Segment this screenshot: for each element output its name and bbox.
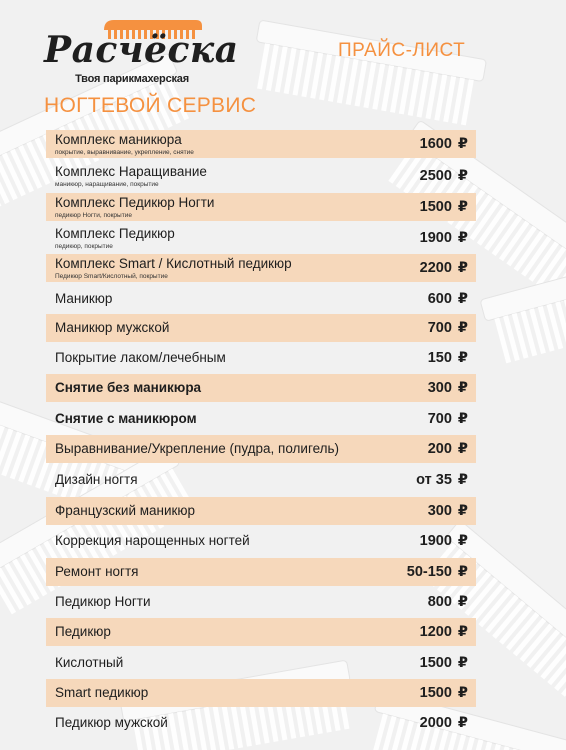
service-row	[46, 649, 476, 677]
ruble-sign-icon: ₽	[457, 533, 468, 549]
ruble-sign-icon: ₽	[457, 564, 468, 580]
price-value: 300	[427, 380, 452, 396]
ruble-sign-icon: ₽	[457, 472, 468, 488]
service-price	[428, 441, 468, 457]
ruble-sign-icon: ₽	[457, 320, 468, 336]
service-name: Комплекс Педикюр	[55, 225, 175, 241]
service-price	[420, 136, 468, 152]
price-value: 1500	[419, 655, 452, 671]
price-value: 700	[427, 320, 452, 336]
price-value: 600	[427, 291, 452, 307]
service-name: Маникюр мужской	[55, 320, 170, 335]
service-name-block	[55, 256, 292, 281]
price-value: 1900	[419, 230, 452, 246]
service-name-block	[55, 132, 194, 157]
service-row	[46, 435, 476, 463]
service-name: Комплекс маникюра	[55, 131, 182, 147]
service-row	[46, 497, 476, 525]
service-price	[420, 715, 468, 731]
service-row	[46, 588, 476, 616]
service-name-block	[55, 411, 197, 427]
price-value: 800	[427, 594, 452, 610]
service-name-block	[55, 320, 169, 336]
ruble-sign-icon: ₽	[457, 199, 468, 215]
service-name-block	[55, 594, 151, 610]
service-row	[46, 193, 476, 221]
service-name-block	[55, 226, 175, 251]
service-name-block	[55, 533, 250, 549]
section-title: НОГТЕВОЙ СЕРВИС	[44, 94, 257, 117]
service-name-block	[55, 195, 214, 220]
service-price	[416, 472, 468, 488]
service-name: Выравнивание/Укрепление (пудра, полигель)	[55, 441, 340, 456]
ruble-sign-icon: ₽	[457, 715, 468, 731]
service-price	[407, 564, 468, 580]
price-value: 700	[427, 411, 452, 427]
ruble-sign-icon: ₽	[457, 685, 468, 701]
service-row	[46, 466, 476, 494]
price-value: 1200	[419, 624, 452, 640]
price-value: 1500	[419, 685, 452, 701]
ruble-sign-icon: ₽	[457, 411, 468, 427]
service-row	[46, 314, 476, 342]
service-note: маникюр, наращивание, покрытие	[55, 180, 159, 188]
service-price	[420, 260, 468, 276]
service-name: Дизайн ногтя	[55, 472, 138, 487]
service-row	[46, 285, 476, 313]
service-name-block	[55, 441, 339, 457]
price-value: 2200	[419, 260, 452, 276]
service-row	[46, 130, 476, 158]
service-row	[46, 254, 476, 282]
price-value: 2500	[419, 168, 452, 184]
service-name-block	[55, 655, 123, 671]
service-row	[46, 709, 476, 737]
service-row	[46, 344, 476, 372]
price-value: 300	[427, 503, 452, 519]
service-row	[46, 527, 476, 555]
service-name-block	[55, 472, 138, 488]
ruble-sign-icon: ₽	[457, 260, 468, 276]
service-price	[420, 685, 468, 701]
service-name-block	[55, 350, 226, 366]
service-name: Кислотный	[55, 655, 124, 670]
service-name-block	[55, 624, 111, 640]
service-price	[428, 380, 468, 396]
service-price	[428, 503, 468, 519]
service-price	[428, 411, 468, 427]
service-name-block	[55, 715, 168, 731]
service-row	[46, 558, 476, 586]
service-row	[46, 374, 476, 402]
service-name-block	[55, 291, 112, 307]
price-value: 2000	[419, 715, 452, 731]
ruble-sign-icon: ₽	[457, 441, 468, 457]
service-name: Smart педикюр	[55, 685, 149, 700]
ruble-sign-icon: ₽	[457, 230, 468, 246]
service-name: Ремонт ногтя	[55, 564, 139, 579]
service-price	[420, 624, 468, 640]
service-row	[46, 679, 476, 707]
ruble-sign-icon: ₽	[457, 380, 468, 396]
service-note: педикюр, покрытие	[55, 242, 113, 250]
service-name: Маникюр	[55, 291, 113, 306]
service-name: Французский маникюр	[55, 503, 196, 518]
price-value: 150	[427, 350, 452, 366]
ruble-sign-icon: ₽	[457, 655, 468, 671]
price-value: 50-150	[406, 564, 452, 580]
price-value: 1900	[419, 533, 452, 549]
service-name: Комплекс Наращивание	[55, 163, 207, 179]
service-name: Комплекс Педикюр Ногти	[55, 194, 215, 210]
price-value: 1600	[419, 136, 452, 152]
service-name: Педикюр Ногти	[55, 594, 151, 609]
ruble-sign-icon: ₽	[457, 624, 468, 640]
service-note: покрытие, выравнивание, укрепление, снятие	[55, 148, 194, 156]
service-price	[420, 199, 468, 215]
service-name: Педикюр мужской	[55, 715, 168, 730]
service-price	[428, 291, 468, 307]
service-name-block	[55, 380, 201, 396]
service-name: Коррекция нарощенных ногтей	[55, 533, 250, 548]
service-name-block	[55, 685, 148, 701]
price-value: 200	[427, 441, 452, 457]
ruble-sign-icon: ₽	[457, 168, 468, 184]
brand-name: Расчёска	[44, 29, 239, 71]
service-price	[420, 168, 468, 184]
service-name: Снятие без маникюра	[55, 380, 202, 395]
service-note: педикюр Ногти, покрытие	[55, 211, 132, 219]
service-price	[420, 230, 468, 246]
service-row	[46, 618, 476, 646]
service-name: Покрытие лаком/лечебным	[55, 350, 226, 365]
ruble-sign-icon: ₽	[457, 291, 468, 307]
service-name: Снятие с маникюром	[55, 411, 197, 426]
ruble-sign-icon: ₽	[457, 594, 468, 610]
ruble-sign-icon: ₽	[457, 136, 468, 152]
service-price	[428, 594, 468, 610]
service-price	[428, 350, 468, 366]
ruble-sign-icon: ₽	[457, 350, 468, 366]
service-price	[420, 655, 468, 671]
ruble-sign-icon: ₽	[457, 503, 468, 519]
price-value: от 35	[416, 472, 452, 488]
service-name-block	[55, 164, 207, 189]
service-note: Педикюр Smart/Кислотный, покрытие	[55, 272, 168, 280]
service-row	[46, 162, 476, 190]
service-name: Комплекс Smart / Кислотный педикюр	[55, 255, 292, 271]
service-name-block	[55, 503, 195, 519]
price-list-title: ПРАЙС-ЛИСТ	[338, 40, 466, 61]
service-price	[428, 320, 468, 336]
service-price	[420, 533, 468, 549]
brand-logo	[44, 16, 239, 86]
brand-tagline: Твоя парикмахерская	[75, 73, 189, 85]
service-name: Педикюр	[55, 624, 111, 639]
service-row	[46, 224, 476, 252]
price-value: 1500	[419, 199, 452, 215]
service-row	[46, 405, 476, 433]
service-name-block	[55, 564, 138, 580]
